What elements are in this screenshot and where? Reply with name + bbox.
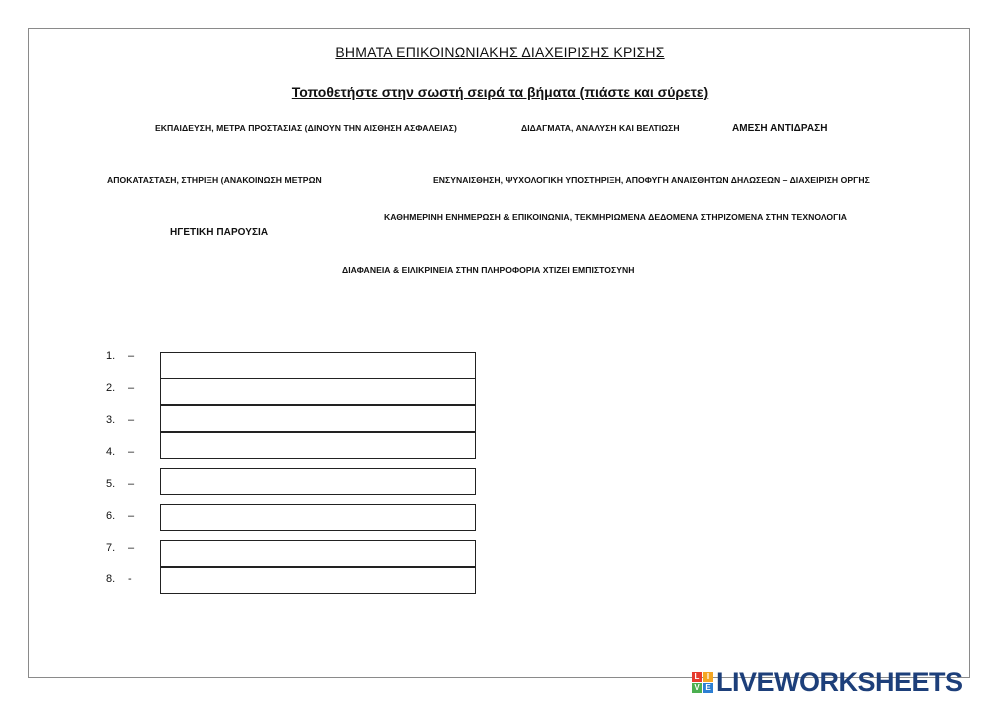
drop-slot-2[interactable] <box>160 378 476 405</box>
logo-mark-letter: L <box>692 672 702 682</box>
draggable-tile-daily-update[interactable]: ΚΑΘΗΜΕΡΙΝΗ ΕΝΗΜΕΡΩΣΗ & ΕΠΙΚΟΙΝΩΝΙΑ, ΤΕΚΜΗΡΙΩΜΕΝΑ ΔΕΔΟΜΕΝΑ ΣΤΗΡΙΖΟΜΕΝΑ ΣΤΗΝ ΤΕΧΝΟΛΟΓΙΑ <box>384 212 848 222</box>
row-label-8 <box>106 573 132 585</box>
drop-slot-6[interactable] <box>160 504 476 531</box>
liveworksheets-logo <box>692 668 963 696</box>
drop-slot-5[interactable] <box>160 468 476 495</box>
row-dash: – <box>128 446 135 458</box>
draggable-tile-empathy[interactable]: ΕΝΣΥΝΑΙΣΘΗΣΗ, ΨΥΧΟΛΟΓΙΚΗ ΥΠΟΣΤΗΡΙΞΗ, ΑΠΟΦΥΓΗ ΑΝΑΙΣΘΗΤΩΝ ΔΗΛΩΣΕΩΝ – ΔΙΑΧΕΙΡΙΣΗ ΟΡΓΗΣ <box>433 175 870 185</box>
row-dash: – <box>128 414 135 426</box>
draggable-tile-education[interactable]: ΕΚΠΑΙΔΕΥΣΗ, ΜΕΤΡΑ ΠΡΟΣΤΑΣΙΑΣ (ΔΙΝΟΥΝ ΤΗΝ ΑΙΣΘΗΣΗ ΑΣΦΑΛΕΙΑΣ) <box>155 123 457 133</box>
logo-mark-letter: V <box>692 683 702 693</box>
draggable-tile-leadership[interactable]: ΗΓΕΤΙΚΗ ΠΑΡΟΥΣΙΑ <box>170 227 269 238</box>
row-label-3 <box>106 414 135 426</box>
row-label-6 <box>106 510 135 522</box>
drop-slot-8[interactable] <box>160 567 476 594</box>
row-number: 5. <box>106 478 116 490</box>
row-label-7 <box>106 542 135 554</box>
draggable-tile-immediate-reaction[interactable]: ΑΜΕΣΗ ΑΝΤΙΔΡΑΣΗ <box>732 123 828 134</box>
row-number: 8. <box>106 573 116 585</box>
logo-mark-letter: E <box>703 683 713 693</box>
logo-mark-letter: I <box>703 672 713 682</box>
row-dash: – <box>128 382 135 394</box>
draggable-tile-recovery[interactable]: ΑΠΟΚΑΤΑΣΤΑΣΗ, ΣΤΗΡΙΞΗ (ΑΝΑΚΟΙΝΩΣΗ ΜΕΤΡΩΝ <box>107 175 322 185</box>
row-number: 4. <box>106 446 116 458</box>
row-label-4 <box>106 446 135 458</box>
row-dash: – <box>128 510 135 522</box>
draggable-tile-transparency[interactable]: ΔΙΑΦΑΝΕΙΑ & ΕΙΛΙΚΡΙΝΕΙΑ ΣΤΗΝ ΠΛΗΡΟΦΟΡΙΑ ΧΤΙΖΕΙ ΕΜΠΙΣΤΟΣΥΝΗ <box>342 265 635 275</box>
row-number: 7. <box>106 542 116 554</box>
drop-slot-1[interactable] <box>160 352 476 379</box>
row-number: 2. <box>106 382 116 394</box>
logo-mark-icon <box>692 672 713 693</box>
drop-slot-4[interactable] <box>160 432 476 459</box>
drop-slot-7[interactable] <box>160 540 476 567</box>
row-label-2 <box>106 382 135 394</box>
draggable-tile-lessons[interactable]: ΔΙΔΑΓΜΑΤΑ, ΑΝΑΛΥΣΗ ΚΑΙ ΒΕΛΤΙΩΣΗ <box>521 123 680 133</box>
worksheet-title: ΒΗΜΑΤΑ ΕΠΙΚΟΙΝΩΝΙΑΚΗΣ ΔΙΑΧΕΙΡΙΣΗΣ ΚΡΙΣΗΣ <box>335 44 665 60</box>
drop-slot-3[interactable] <box>160 405 476 432</box>
logo-wordmark: LIVEWORKSHEETS <box>716 666 963 697</box>
row-number: 1. <box>106 350 116 362</box>
row-dash: – <box>128 478 135 490</box>
row-dash: - <box>128 573 132 585</box>
row-dash: – <box>128 542 135 554</box>
instruction-text: Τοποθετήστε στην σωστή σειρά τα βήματα (πιάστε και σύρετε) <box>291 84 709 100</box>
row-number: 6. <box>106 510 116 522</box>
row-number: 3. <box>106 414 116 426</box>
row-label-1 <box>106 350 135 362</box>
row-label-5 <box>106 478 135 490</box>
row-dash: – <box>128 350 135 362</box>
